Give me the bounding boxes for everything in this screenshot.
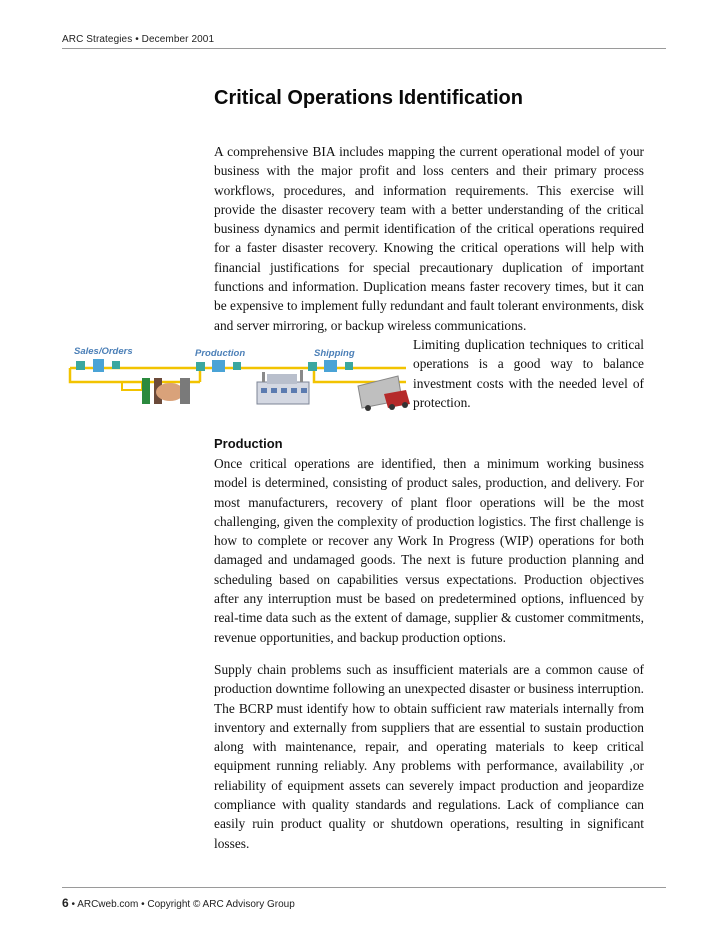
operations-flow-diagram bbox=[62, 338, 412, 414]
paragraph-supply-chain: Supply chain problems such as insufficient materials are a common cause of production downtime following an unexpected disaster or business interruption. The BCRP must identify how to obtain sufficient raw materials internally from inventory and externally from suppliers that are essential to sustain production along with maintenance, repair, and operating materials to keep critical equipment running reliably. Any problems with performance, availability ,or reliability of equipment assets can severely impact production and jeopardize compliance with quality standards and regulations. Lack of compliance can easily ruin product quality or shutdown operations, resulting in significant losses. bbox=[214, 662, 644, 851]
flow-node-icon bbox=[76, 359, 353, 372]
footer bbox=[62, 896, 295, 910]
paragraph-intro-continued: Limiting duplication techniques to critical operations is a good way to balance investment costs with the needed level of protection. bbox=[413, 337, 644, 410]
header-rule bbox=[62, 48, 666, 49]
page-number: 6 bbox=[62, 896, 69, 910]
footer-rule bbox=[62, 887, 666, 888]
section-heading-production: Production bbox=[214, 436, 283, 451]
production-label: Production bbox=[195, 348, 246, 359]
factory-icon bbox=[257, 370, 309, 404]
sales-orders-label: Sales/Orders bbox=[74, 346, 133, 357]
flow-graphic bbox=[62, 338, 412, 414]
footer-text: • ARCweb.com • Copyright © ARC Advisory Group bbox=[68, 899, 295, 910]
shipping-label: Shipping bbox=[314, 348, 355, 359]
running-head: ARC Strategies • December 2001 bbox=[62, 34, 215, 45]
page-title: Critical Operations Identification bbox=[214, 87, 523, 109]
paragraph-intro: A comprehensive BIA includes mapping the current operational model of your business with the major profit and loss centers and their primary process workflows, procedures, and information requirements. This exercise will provide the disaster recovery team with a better understanding of the critical business dynamics and permit identification of the critical operations required for a faster disaster recovery. Knowing the critical operations will help with financial justifications for special precautionary duplication of important functions and information. Duplication means faster recovery times, but it can be expensive to implement fully redundant and fault tolerant environments, disk and server mirroring, or backup wireless communications. bbox=[214, 144, 644, 333]
paragraph-production: Once critical operations are identified, then a minimum working business model is determined, consisting of product sales, production, and delivery. For most manufacturers, recovery of plant floor operations will be the most challenging, given the complexity of production logistics. The first challenge is how to complete or recover any Work In Progress (WIP) operations for both damaged and undamaged goods. The next is future production planning and scheduling based on capabilities versus expectations. Production objectives after any interruption must be based on predetermined options, influenced by real-time data such as the extent of damage, supplier & customer commitments, revenue opportunities, and backup production options. bbox=[214, 456, 644, 645]
